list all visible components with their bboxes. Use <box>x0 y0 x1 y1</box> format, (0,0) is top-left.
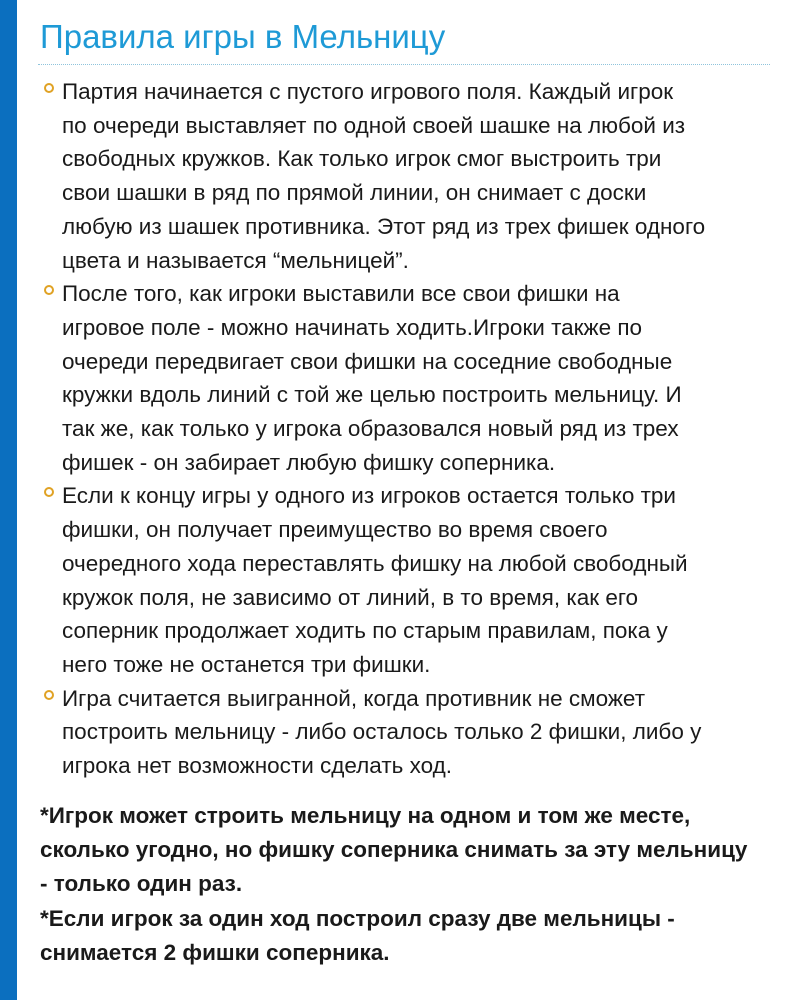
rule-item <box>62 277 792 479</box>
rule-line: свободных кружков. Как только игрок смог выстроить три <box>62 146 662 172</box>
page-title: Правила игры в Мельницу <box>40 18 446 55</box>
rule-item <box>62 479 792 681</box>
note-line: *Если игрок за один ход построил сразу две мельницы - <box>40 905 675 931</box>
note-line: *Игрок может строить мельницу на одном и том же месте, <box>40 803 691 828</box>
rule-line: игровое поле - можно начинать ходить.Игроки также по <box>62 314 643 340</box>
rule-line: Игра считается выигранной, когда противник не сможет <box>62 685 646 711</box>
rule-line: соперник продолжает ходить по старым правилам, пока у <box>62 618 668 644</box>
rule-line: После того, как игроки выставили все свои фишки на <box>62 281 620 307</box>
rule-line: него тоже не останется три фишки. <box>62 651 431 677</box>
left-accent-bar <box>0 0 17 1000</box>
rule-line: Если к концу игры у одного из игроков остается только три <box>62 483 677 509</box>
bullet-ring-icon <box>44 285 54 295</box>
note-line: - только один раз. <box>40 871 243 897</box>
rule-line: очередного хода переставлять фишку на любой свободный <box>62 550 688 576</box>
rule-line: построить мельницу - либо осталось только 2 фишки, либо у <box>62 719 702 745</box>
rule-item <box>62 75 792 277</box>
rule-item <box>62 682 792 783</box>
rule-line: Партия начинается с пустого игрового поля. Каждый игрок <box>62 79 674 104</box>
bullet-ring-icon <box>44 487 54 497</box>
rule-line: цвета и называется “мельницей”. <box>62 247 409 273</box>
rules-list <box>62 75 792 783</box>
notes-block <box>40 799 747 970</box>
rule-line: игрока нет возможности сделать ход. <box>62 753 452 779</box>
note-line: снимается 2 фишки соперника. <box>40 939 390 965</box>
bullet-ring-icon <box>44 690 54 700</box>
bullet-ring-icon <box>44 83 54 93</box>
rule-line: любую из шашек противника. Этот ряд из трех фишек одного <box>62 213 706 239</box>
rule-line: кружок поля, не зависимо от линий, в то время, как его <box>62 584 639 610</box>
rule-line: фишки, он получает преимущество во время своего <box>62 517 608 543</box>
rule-line: свои шашки в ряд по прямой линии, он снимает с доски <box>62 180 647 206</box>
title-divider <box>38 64 770 65</box>
rule-line: по очереди выставляет по одной своей шашке на любой из <box>62 112 686 138</box>
rule-line: очереди передвигает свои фишки на соседние свободные <box>62 348 673 374</box>
rule-line: так же, как только у игрока образовался новый ряд из трех <box>62 416 679 442</box>
rule-line: фишек - он забирает любую фишку соперника. <box>62 449 556 475</box>
note-line: сколько угодно, но фишку соперника снимать за эту мельницу <box>40 837 748 863</box>
rule-line: кружки вдоль линий с той же целью построить мельницу. И <box>62 382 682 408</box>
